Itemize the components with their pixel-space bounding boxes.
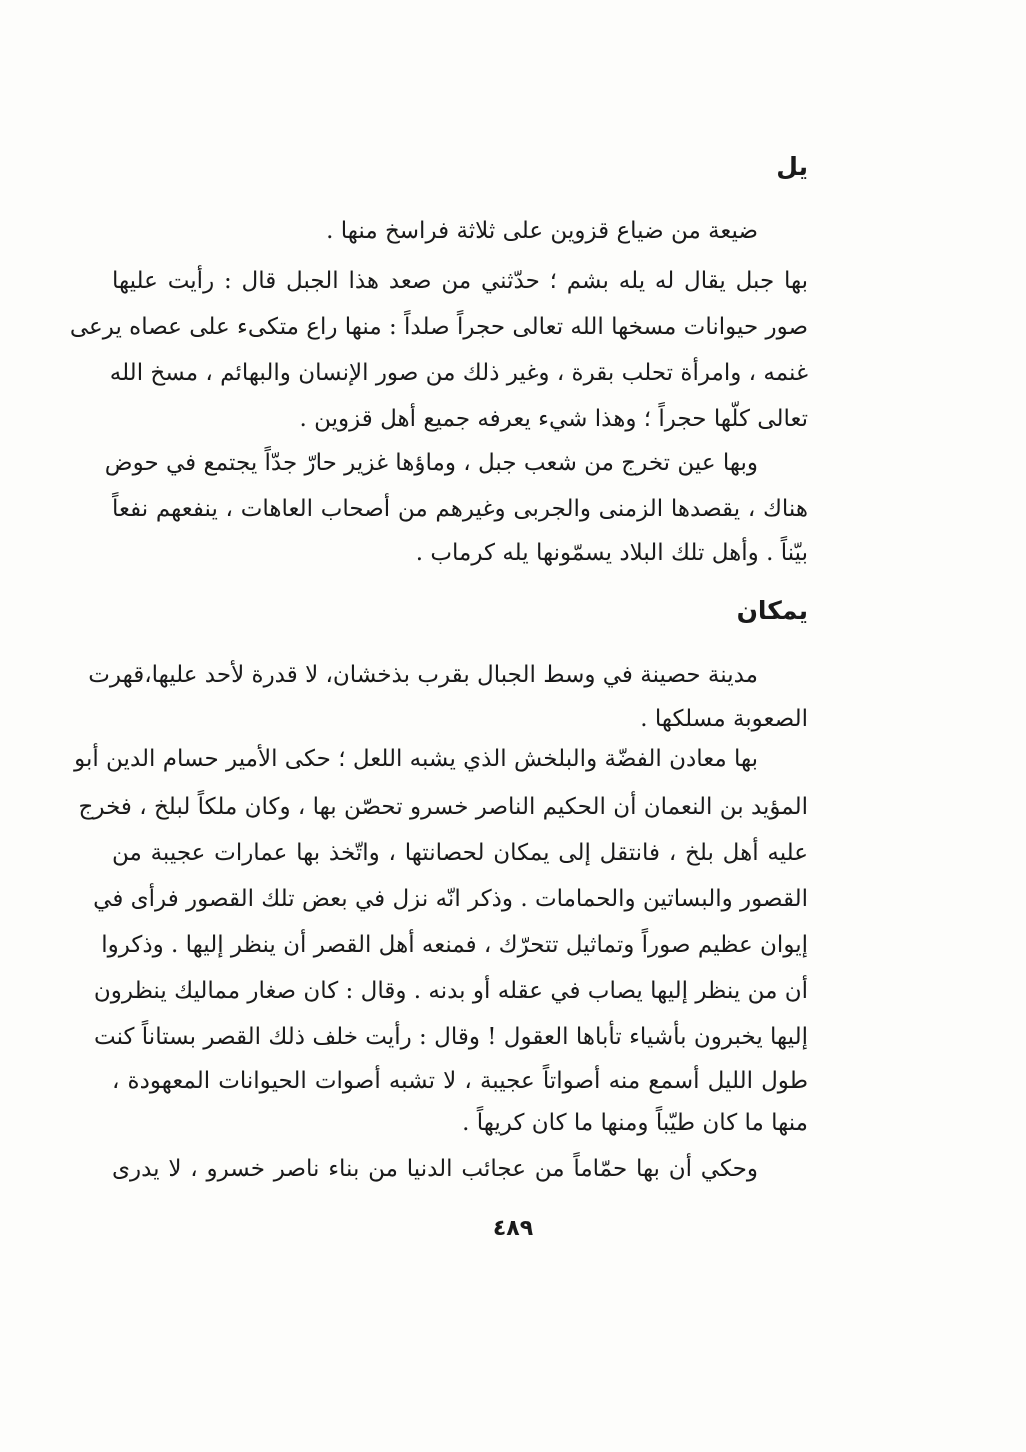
text-line: وبها عين تخرج من شعب جبل ، وماؤها غزير حارّ جدّاً يجتمع في حوض [104, 450, 758, 476]
entry-title-yil: يل [776, 152, 808, 181]
text-line: ضيعة من ضياع قزوين على ثلاثة فراسخ منها . [326, 218, 758, 244]
text-line: أن من ينظر إليها يصاب في عقله أو بدنه . وقال : كان صغار مماليك ينظرون [93, 978, 808, 1004]
text-line: عليه أهل بلخ ، فانتقل إلى يمكان لحصانتها ، واتّخذ بها عمارات عجيبة من [112, 840, 808, 866]
text-line: طول الليل أسمع منه أصواتاً عجيبة ، لا تشبه أصوات الحيوانات المعهودة ، [112, 1068, 808, 1094]
text-line: بها جبل يقال له يله بشم ؛ حدّثني من صعد هذا الجبل قال : رأيت عليها [112, 268, 808, 294]
text-line: بيّناً . وأهل تلك البلاد يسمّونها يله كرماب . [415, 540, 808, 566]
text-line: منها ما كان طيّباً ومنها ما كان كريهاً . [462, 1110, 808, 1136]
text-line: صور حيوانات مسخها الله تعالى حجراً صلداً : منها راع متكىء على عصاه يرعى [69, 314, 808, 340]
text-line: المؤيد بن النعمان أن الحكيم الناصر خسرو تحصّن بها ، وكان ملكاً لبلخ ، فخرج [78, 794, 808, 820]
text-line: إيوان عظيم صوراً وتماثيل تتحرّك ، فمنعه أهل القصر أن ينظر إليها . وذكروا [101, 932, 808, 958]
text-line: الصعوبة مسلكها . [640, 706, 808, 732]
text-line: هناك ، يقصدها الزمنى والجربى وغيرهم من أصحاب العاهات ، ينفعهم نفعاً [112, 496, 808, 522]
entry-title-yamkan: يمكان [736, 596, 808, 625]
text-line: القصور والبساتين والحمامات . وذكر انّه نزل في بعض تلك القصور فرأى في [93, 886, 808, 912]
text-line: غنمه ، وامرأة تحلب بقرة ، وغير ذلك من صور الإنسان والبهائم ، مسخ الله [109, 360, 808, 386]
text-line: تعالى كلّها حجراً ؛ وهذا شيء يعرفه جميع أهل قزوين . [299, 406, 808, 432]
text-line: إليها يخبرون بأشياء تأباها العقول ! وقال : رأيت خلف ذلك القصر بستاناً كنت [94, 1024, 808, 1050]
text-line: وحكي أن بها حمّاماً من عجائب الدنيا من بناء ناصر خسرو ، لا يدرى [112, 1156, 758, 1182]
text-line: مدينة حصينة في وسط الجبال بقرب بذخشان، لا قدرة لأحد عليها،قهرت [88, 662, 758, 688]
text-line: بها معادن الفضّة والبلخش الذي يشبه اللعل ؛ حكى الأمير حسام الدين أبو [74, 746, 758, 772]
page-number: ٤٨٩ [492, 1216, 534, 1241]
